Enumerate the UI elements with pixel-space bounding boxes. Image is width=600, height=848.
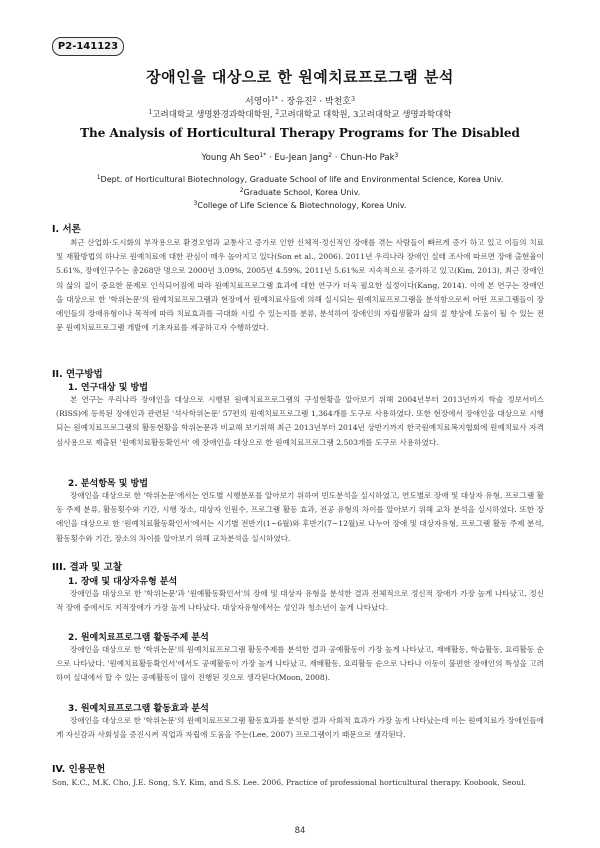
abstract-code-badge: P2-141123 (52, 37, 124, 56)
subsection-subjects-heading: 1. 연구대상 및 방법 (68, 383, 148, 393)
page-number: 84 (294, 826, 306, 836)
author-2-ko: 장유진 (286, 97, 313, 107)
section-methods-heading: II. 연구방법 (52, 369, 103, 380)
affil-en-sup-2: 2 (239, 187, 244, 194)
affil-en-text-3: College of Life Science & Biotechnology, Korea Univ. (197, 201, 407, 210)
author-1-en: Young Ah Seo (201, 153, 260, 163)
subsection-analysis-heading: 2. 분석항목 및 방법 (68, 479, 148, 489)
author-3-ko-sup: 3 (351, 96, 355, 103)
affil-en-line-3 (0, 198, 600, 211)
author-1-ko: 서영아 (245, 97, 272, 107)
affil-ko-sup-2: 2 (275, 109, 280, 116)
author-2-en-sup: 2 (328, 152, 333, 159)
subsection-activity-theme-heading: 2. 원예치료프로그램 활동주제 분석 (68, 633, 209, 643)
activity-effect-paragraph: 장애인을 대상으로 한 '학위논문'의 원예치료프로그램 활동효과를 분석한 결과 사회적 효과가 가장 높게 나타났는데 이는 원예치료가 장애인들에게 자신감과 사회성을 증진시켜 직업과 자립에 도움을 주는(Lee, 2007) 프로그램이기 때문으로 생각된다. (56, 716, 544, 740)
english-affiliations (0, 172, 600, 211)
affil-en-sup-1: 1 (96, 174, 101, 181)
affil-en-line-2 (0, 185, 600, 198)
affil-ko-2: 고려대학교 대학원, 3고려대학교 생명과학대학 (279, 110, 452, 120)
affil-en-sup-3: 3 (193, 200, 198, 207)
introduction-paragraph: 최근 산업화·도시화의 부작용으로 환경오염과 교통사고 증가로 인한 신체적·정신적인 장애를 겪는 사람들이 빠르게 증가 하고 있고 이들의 치료 및 재활방법의 하나로 원예치료에 대한 관심이 매우 높아지고 있다(Son et al., 2006). 2011년 우리나라 장애인 실태 조사에 따르면 장애 출현율이 5.61%, 장애인구수는 총268만 명으로 2000년 3.09%, 2005년 4.59%, 2011년 5.61%로 지속적으로 증가하고 있고(Kim, 2013), 최근 장애인의 삶의 질이 중요한 문제로 인식되어짐에 따라 원예치료프로그램 효과에 대한 연구가 더욱 필요한 실정이다(Kang, 2014). 이에 본 연구는 장애인을 대상으로 한 '학위논문'의 원예치료프로그램과 현장에서 원예치료사들에 의해 실시되는 원예치료프로그램을 분석함으로써 어떤 프로그램들이 장애인들의 장애유형이나 목적에 따라 치료효과를 극대화 시킬 수 있는지를 분류, 분석하여 장애인의 자립생활과 삶의 질 향상에 도움이 될 수 있는 전문 원예치료프로그램 개발에 기초자료를 제공하고자 수행하였다. (56, 238, 544, 333)
author-1-en-sup: 1* (259, 152, 267, 159)
english-title: The Analysis of Horticultural Therapy Programs for The Disabled (80, 126, 520, 140)
korean-authors: 서영아$^{1*}$ · 장유진$^2$ · 박천호$^3$ (245, 96, 355, 107)
author-3-en: Chun-Ho Pak (340, 153, 395, 163)
section-references-heading: IV. 인용문헌 (52, 764, 106, 775)
korean-affiliations (0, 108, 600, 120)
author-1-ko-sup: 1* (271, 96, 278, 103)
author-3-ko: 박천호 (325, 97, 352, 107)
affil-en-text-1: Dept. of Horticultural Biotechnology, Graduate School of life and Environmental Science, Korea Univ. (100, 175, 504, 184)
section-results-heading: III. 결과 및 고찰 (52, 562, 123, 573)
disability-type-paragraph: 장애인을 대상으로 한 '학위논문'과 '원예활동확인서'의 장애 및 대상자 유형을 분석한 결과 전체적으로 정신적 장애가 가장 높게 나타났고, 정신적 장애 중에서도 지적장애가 가장 높게 나타났다. 대상자유형에서는 성인과 청소년이 높게 나타났다. (56, 589, 544, 613)
affil-en-line-1 (0, 172, 600, 185)
affil-en-text-2: Graduate School, Korea Univ. (243, 188, 361, 197)
reference-entry: Son, K.C., M.K. Cho, J.E. Song, S.Y. Kim, and S.S. Lee. 2006, Practice of professional horticultural therapy. Koobook, Seoul. (52, 778, 526, 787)
affil-ko-sup-1: 1 (148, 109, 153, 116)
section-introduction-heading: I. 서론 (52, 224, 81, 235)
author-3-en-sup: 3 (394, 152, 399, 159)
author-2-en: Eu-Jean Jang (274, 153, 329, 163)
subsection-activity-effect-heading: 3. 원예치료프로그램 활동효과 분석 (68, 704, 209, 714)
author-2-ko-sup: 2 (312, 96, 317, 103)
affil-ko-1: 고려대학교 생명환경과학대학원, (152, 110, 276, 120)
activity-theme-paragraph: 장애인을 대상으로 한 '학위논문'의 원예치료프로그램 활동주제를 분석한 결과 공예활동이 가장 높게 나타났고, 재배활동, 학습활동, 요리활동 순으로 나타났다. '원예치료활동확인서'에서도 공예활동이 가장 높게 나타났고, 재배활동, 요리활동 순으로 나타나 이동이 불편한 장애인의 특성을 고려하여 실내에서 할 수 있는 공예활동이 많이 진행된 것으로 생각된다(Moon, 2008). (56, 645, 544, 683)
subsection-disability-type-heading: 1. 장애 및 대상자유형 분석 (68, 577, 178, 587)
analysis-paragraph: 장애인을 대상으로 한 '학위논문'에서는 연도별 시행분포를 알아보기 위하여 빈도분석을 실시하였고, 연도별로 장애 및 대상자 유형, 프로그램 활동 주제 분류, 활동횟수와 기간, 시행 장소, 대상자 인원수, 프로그램 활동 효과, 전공 유형의 차이를 알아보기 위해 교차 분석을 실시하였다. 또한 장애인을 대상으로 한 '원예치료활동확인서'에서는 시기별 전반기(1~6월)와 후반기(7~12월)로 나누어 장애 및 대상자유형, 프로그램 활동 주제 분석, 활동횟수와 기간, 장소의 차이를 알아보기 위해 교차분석을 실시하였다. (56, 491, 544, 543)
english-authors: Young Ah Seo$^{1*}$ · Eu-Jean Jang$^2$ · Chun-Ho Pak$^3$ (201, 152, 399, 163)
subjects-paragraph: 본 연구는 우리나라 장애인을 대상으로 시행된 원예치료프로그램의 구성현황을 알아보기 위해 2004년부터 2013년까지 학술 정보서비스(RISS)에 등록된 장애인과 관련된 '석사학위논문' 57편의 원예치료프로그램 1,364개를 도구로 사용하였다. 또한 현장에서 장애인을 대상으로 시행되는 원예치료프로그램의 활동현황을 학위논문과 비교해 보기위해 최근 2013년부터 2014년 상반기까지 한국원예치료복지협회에 원예치료사 자격심사용으로 제출된 '원예치료활동확인서' 에 장애인을 대상으로 한 원예치료프로그램 2,503개를 도구로 사용하였다. (56, 395, 544, 447)
korean-title: 장애인을 대상으로 한 원예치료프로그램 분석 (146, 68, 454, 86)
